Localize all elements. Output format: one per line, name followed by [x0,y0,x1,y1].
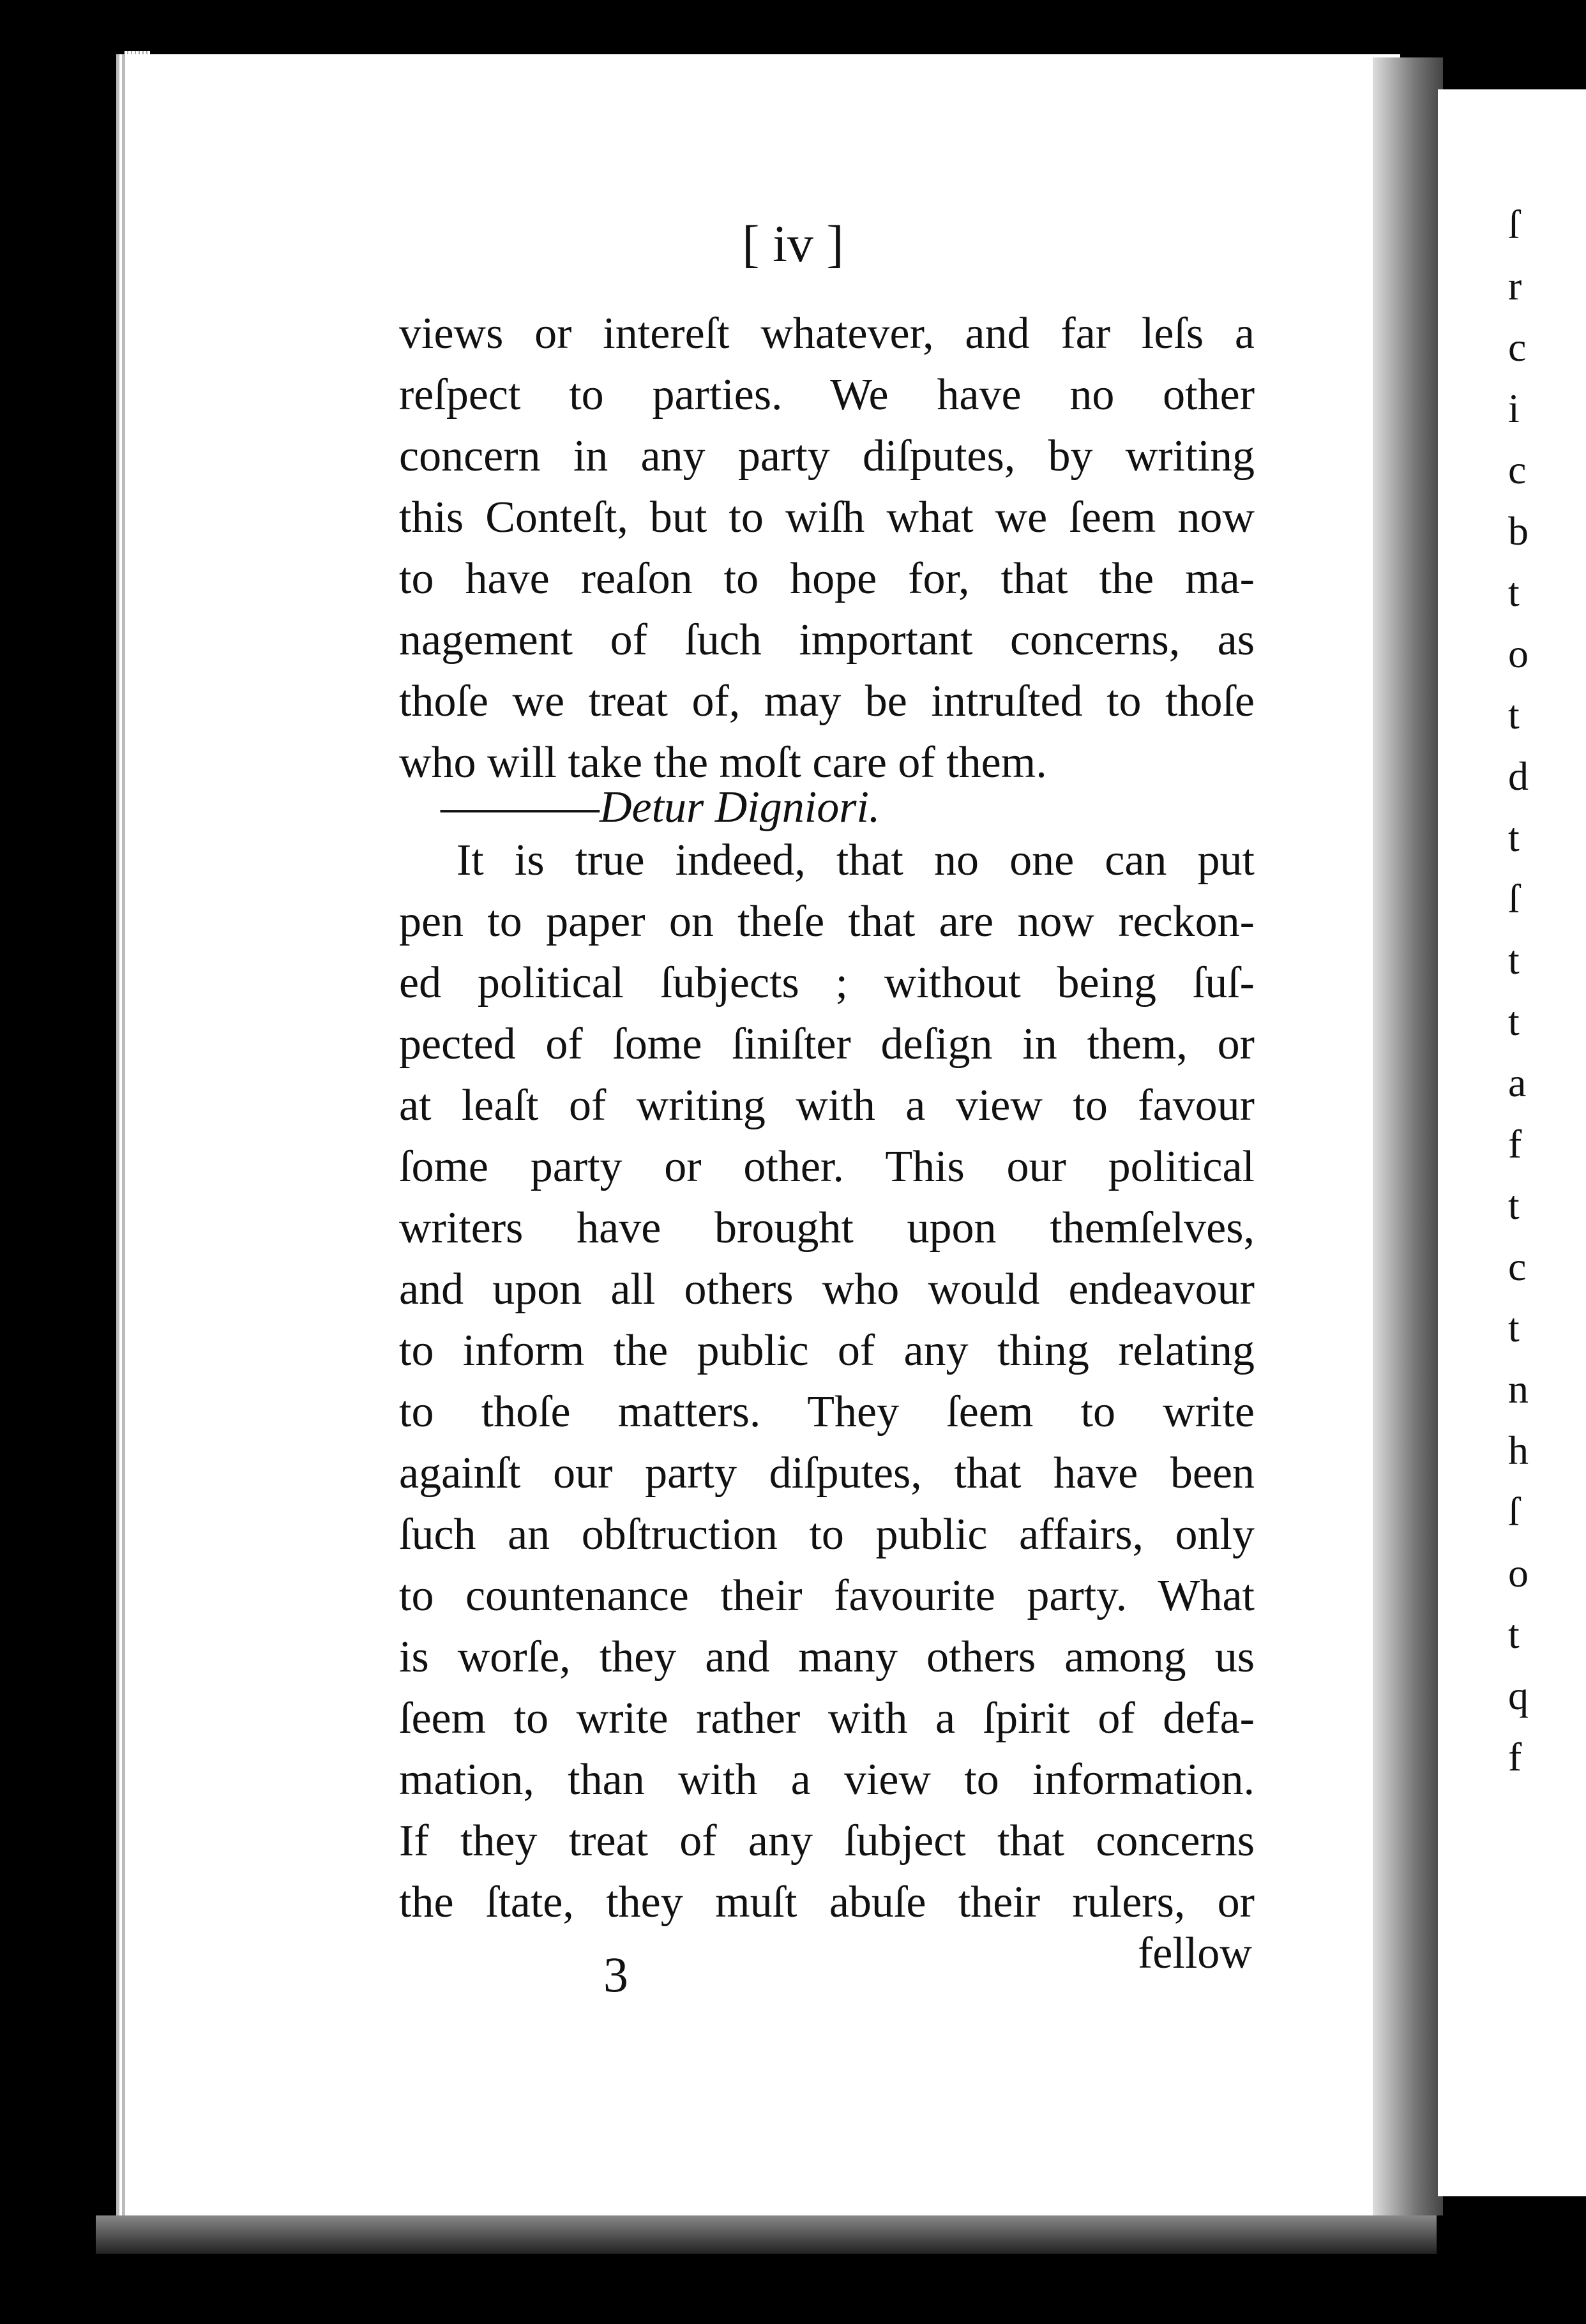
page-bottom-shadow [96,2215,1437,2254]
facing-page-letter: t [1508,692,1520,737]
text-line: views or intereſt whatever, and far leſs a [399,309,1255,358]
facing-page-letter: b [1508,508,1529,554]
text-line: If they treat of any ſubject that concerns [399,1816,1255,1866]
text-line: and upon all others who would endeavour [399,1265,1255,1314]
text-line: pected of ſome ſiniſter deſign in them, or [399,1020,1255,1069]
facing-page-letter: c [1508,447,1527,492]
motto: ————Detur Digniori. [441,783,880,832]
facing-page-letter: t [1508,1611,1520,1657]
facing-page-letter: t [1508,1182,1520,1228]
facing-page-letter: q [1508,1673,1529,1718]
facing-page-letter: ſ [1508,876,1520,921]
facing-page-letter: a [1508,1060,1527,1105]
running-head: [ iv ] [742,215,844,273]
facing-page-letter: c [1508,1244,1527,1289]
text-line: is worſe, they and many others among us [399,1633,1255,1682]
text-line: thoſe we treat of, may be intruſted to thoſe [399,677,1255,726]
facing-page-letter: c [1508,324,1527,370]
text-line: to inform the public of any thing relating [399,1326,1255,1375]
text-line: pen to paper on theſe that are now reckon- [399,897,1255,946]
text-line: It is true indeed, that no one can put [457,836,1255,885]
facing-page-letter: f [1508,1121,1522,1166]
text-line: mation, than with a view to information. [399,1755,1255,1804]
text-line: ſeem to write rather with a ſpirit of defa- [399,1694,1255,1743]
facing-page-letter: f [1508,1734,1522,1779]
catchword: fellow [1138,1929,1252,1978]
text-line: reſpect to parties. We have no other [399,370,1255,419]
text-line: ed political ſubjects ; without being ſuſ- [399,958,1255,1007]
facing-page-letter: o [1508,631,1529,676]
facing-page-letter: r [1508,263,1522,308]
facing-page-letter: t [1508,570,1520,615]
text-line: to have reaſon to hope for, that the ma- [399,554,1255,603]
gutter-shadow [1373,57,1443,2215]
text-line: writers have brought upon themſelves, [399,1204,1255,1253]
text-line: the ſtate, they muſt abuſe their rulers, or [399,1878,1255,1927]
facing-page-letter: n [1508,1366,1529,1412]
text-line: nagement of ſuch important concerns, as [399,615,1255,665]
facing-page-letter: t [1508,1305,1520,1350]
facing-page-letter: t [1508,815,1520,860]
facing-page-letter: i [1508,386,1520,431]
text-line: againſt our party diſputes, that have been [399,1449,1255,1498]
text-line: concern in any party diſputes, by writing [399,432,1255,481]
facing-page-edge [1438,89,1586,2196]
facing-page-letter: d [1508,753,1529,799]
text-line: this Conteſt, but to wiſh what we ſeem now [399,493,1255,542]
facing-page-letter: h [1508,1428,1529,1473]
text-line: to thoſe matters. They ſeem to write [399,1387,1255,1437]
text-line: ſome party or other. This our political [399,1142,1255,1191]
facing-page-letter: ſ [1508,1489,1520,1534]
facing-page-letter: ſ [1508,202,1520,247]
signature-mark: 3 [603,1947,628,2002]
text-line: at leaſt of writing with a view to favour [399,1081,1255,1130]
facing-page-letter: t [1508,937,1520,983]
facing-page-letter: t [1508,999,1520,1044]
text-line: who will take the moſt care of them. [399,738,1047,787]
facing-page-letter: o [1508,1550,1529,1596]
text-line: ſuch an obſtruction to public affairs, only [399,1510,1255,1559]
text-line: to countenance their favourite party. What [399,1571,1255,1620]
